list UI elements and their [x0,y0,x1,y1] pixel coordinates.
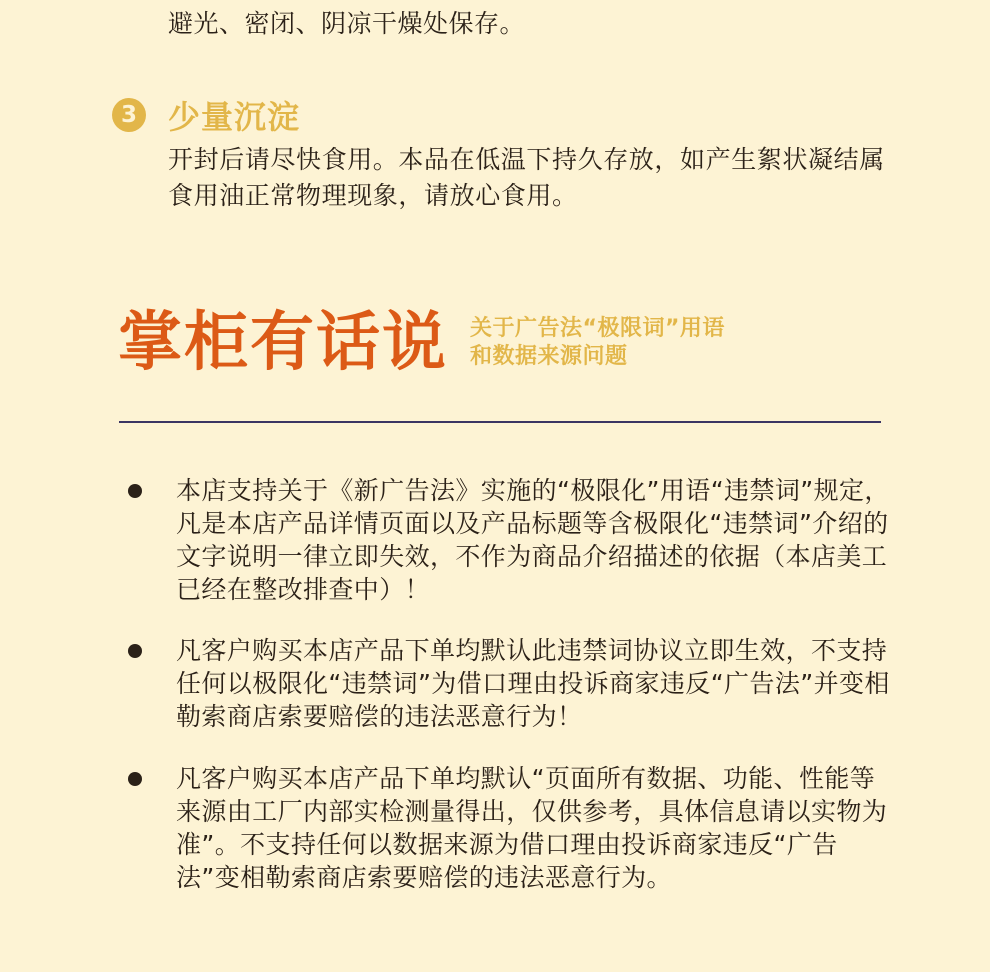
notice-item [120,762,890,894]
notice-text: 凡客户购买本店产品下单均默认“页面所有数据、功能、性能等来源由工厂内部实检测量得出，仅供参考，具体信息请以实物为准”。不支持任何以数据来源为借口理由投诉商家违反“广告法”变相勒索商店索要赔偿的违法恶意行为。 [176,764,888,892]
section-divider [119,421,881,423]
bullet-dot-icon [128,484,142,498]
storage-instructions: 避光、密闭、阴凉干燥处保存。 [168,9,526,38]
notice-text: 本店支持关于《新广告法》实施的“极限化”用语“违禁词”规定，凡是本店产品详情页面以及产品标题等含极限化“违禁词”介绍的文字说明一律立即失效，不作为商品介绍描述的依据（本店美工已经在整改排查中）！ [176,476,890,604]
tip-body: 开封后请尽快食用。本品在低温下持久存放，如产生絮状凝结属食用油正常物理现象，请放心食用。 [168,145,885,210]
notice-text: 凡客户购买本店产品下单均默认此违禁词协议立即生效，不支持任何以极限化“违禁词”为借口理由投诉商家违反“广告法”并变相勒索商店索要赔偿的违法恶意行为！ [176,636,890,731]
notice-item [120,474,890,606]
tip-heading [112,92,300,138]
bullet-dot-icon [128,644,142,658]
notice-item [120,634,890,733]
subtitle-line-2: 和数据来源问题 [470,344,628,369]
section-subtitle [470,315,725,371]
section-title: 掌柜有话说 [118,306,448,380]
notice-list [120,474,890,922]
subtitle-line-1: 关于广告法“极限词”用语 [470,316,725,341]
bullet-dot-icon [128,772,142,786]
tip-number-badge: 3 [112,98,146,132]
shopkeeper-header [118,300,725,386]
tip-title: 少量沉淀 [168,98,301,136]
